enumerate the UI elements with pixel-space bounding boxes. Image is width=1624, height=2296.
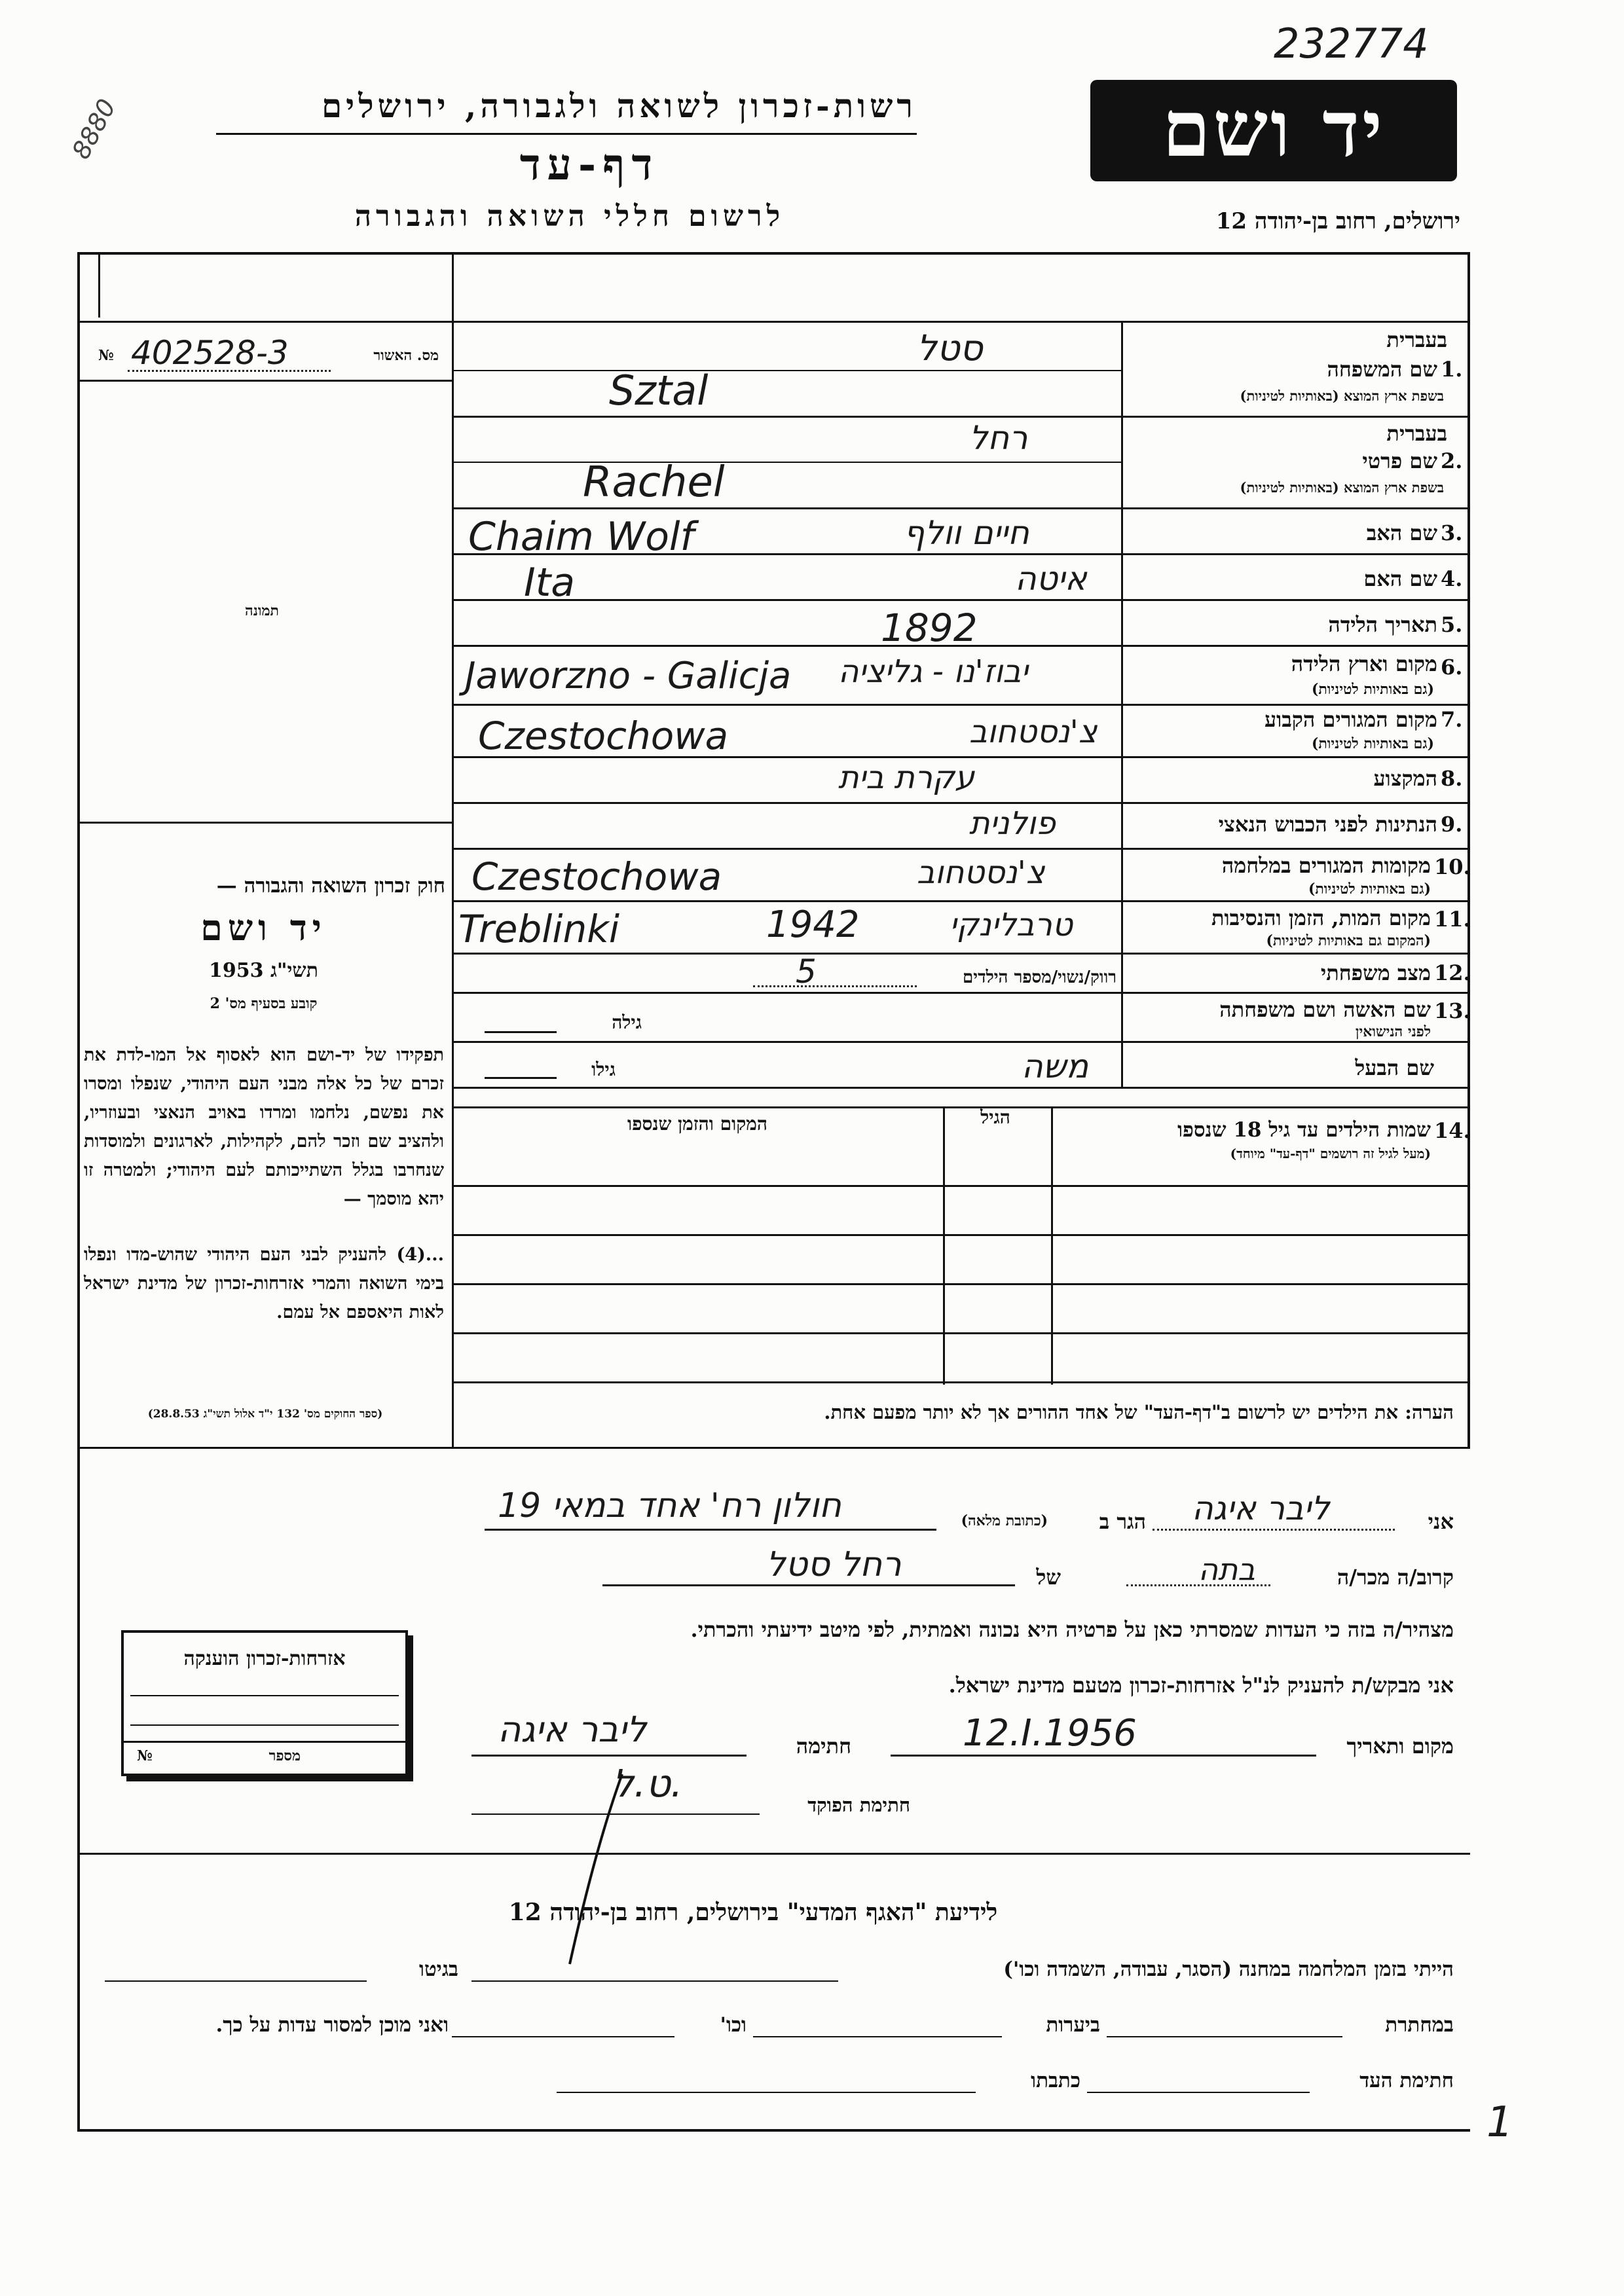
frame-left — [77, 252, 80, 2131]
witness-signature-line — [1087, 2092, 1310, 2093]
bottom-title: לידיעת "האגף המדעי" בירושלים, רחוב בן-יהודה 12 — [508, 1899, 998, 1926]
row-line-11 — [452, 953, 1470, 955]
law-title: חוק זכרון השואה והגבורה — — [216, 874, 445, 898]
field-8-label: המקצוע — [1373, 766, 1437, 791]
law-name: יד ושם — [200, 907, 327, 949]
law-clause: קובע בסעיף מס' 2 — [210, 995, 318, 1012]
of-line — [602, 1584, 1015, 1586]
field-8-number: 8. — [1441, 766, 1463, 791]
field-6-value-hebrew: יבוז'נו - גליציה — [838, 653, 1028, 690]
field-8-value: עקרת בית — [838, 759, 975, 796]
bottom-forests-label: ביערות — [1046, 2013, 1100, 2037]
field-10-label: מקומות המגורים במלחמה — [1221, 853, 1431, 878]
officer-signature-stroke — [550, 1768, 681, 1977]
relation-line — [1126, 1584, 1270, 1586]
photo-label: תמונה — [245, 602, 279, 619]
frame-top — [77, 252, 1470, 255]
children-number: 14. — [1434, 1118, 1471, 1143]
declaration-text: מצהיר/ה בזה כי העדות שמסרתי כאן על פרטיה היא נכונה ואמתית, לפי מיטב ידיעתי והכרתי. — [690, 1617, 1454, 1642]
field-6-label: מקום וארץ הלידה — [1291, 651, 1437, 676]
field-7-sublabel: (גם באותיות לטיניות) — [1311, 735, 1434, 752]
field-11-number: 11. — [1434, 907, 1471, 932]
wife-age-label: גילה — [612, 1011, 642, 1033]
corner-stamp-number: 8880 — [66, 94, 122, 164]
page-mark: 1 — [1486, 2098, 1513, 2147]
children-col-place: המקום והזמן שנספו — [627, 1113, 767, 1135]
law-year: תשי"ג 1953 — [209, 959, 318, 982]
field-9-label: הנתינות לפני הכבוש הנאצי — [1218, 812, 1437, 837]
field-6-value-latin: Jaworzno - Galicja — [465, 655, 792, 697]
row-line-husband — [452, 1087, 1470, 1089]
of-value: רחל סטל — [766, 1545, 902, 1584]
row-line-2 — [452, 507, 1470, 509]
authority-name: רשות-זכרון לשואה ולגבורה, ירושלים — [321, 86, 917, 125]
husband-label: שם הבעל — [1355, 1055, 1434, 1080]
field-1-value-hebrew: סטל — [917, 327, 983, 369]
field-4-value-hebrew: איטה — [1015, 560, 1087, 598]
relation-value: בתה — [1198, 1552, 1255, 1587]
signature-line — [471, 1755, 747, 1757]
field-2-label: שם פרטי — [1362, 448, 1437, 473]
address-hint: (כתובת מלאה) — [961, 1512, 1048, 1529]
field-11-value-hebrew: טרבלינקי — [950, 907, 1073, 943]
field-12-children-count: 5 — [796, 953, 817, 991]
bottom-forests-line — [753, 2036, 1002, 2037]
field-9-number: 9. — [1441, 812, 1463, 837]
bottom-testimony-label: ואני מוכן למסור עדות על כך. — [215, 2013, 449, 2037]
declarant-name-line — [1153, 1529, 1395, 1531]
field-7-value-hebrew: צ'נסטחוב — [969, 714, 1098, 750]
children-col-divider-2 — [943, 1106, 945, 1385]
authority-underline — [216, 133, 917, 135]
date-value: 12.I.1956 — [963, 1712, 1137, 1755]
row-line-6 — [452, 704, 1470, 706]
field-7-label: מקום המגורים הקבוע — [1264, 707, 1437, 732]
address-value: חולון רח' אחד במאי 19 — [498, 1486, 841, 1525]
permit-dotted-line — [128, 370, 331, 372]
archive-reference-number: 232774 — [1274, 20, 1429, 67]
permit-label: מס. האשור — [373, 347, 439, 364]
field-10-value-hebrew: צ'נסטחוב — [917, 854, 1045, 891]
citizenship-box — [121, 1630, 408, 1776]
children-sublabel: (מעל לגיל זה רושמים "דף-עד" מיוחד) — [1230, 1146, 1431, 1161]
children-row-3 — [452, 1283, 1470, 1285]
field-1-hebrew-tag: בעברית — [1386, 327, 1447, 352]
field-12-number: 12. — [1434, 960, 1471, 985]
field-3-value-hebrew: חיים וולף — [904, 514, 1029, 552]
citizenship-number-prefix: № — [137, 1747, 153, 1764]
logo-text: יד ושם — [1162, 83, 1386, 174]
citizenship-number-label: מספר — [268, 1747, 301, 1764]
bottom-camp-line — [471, 1980, 838, 1982]
bottom-underground-label: במחתרת — [1385, 2013, 1454, 2037]
field-2-sublabel: בשפת ארץ המוצא (באותיות לטיניות) — [1240, 479, 1444, 496]
witness-signature-label: חתימת העד — [1359, 2069, 1454, 2092]
field-12-label: מצב משפחתי — [1320, 960, 1431, 985]
place-date-label: מקום ותאריך — [1346, 1734, 1454, 1758]
header-address: ירושלים, רחוב בן-יהודה 12 — [1215, 208, 1460, 234]
signature-value: ליבר איגה — [498, 1709, 647, 1750]
signature-label: חתימה — [796, 1734, 851, 1758]
frame-bottom — [77, 2129, 1470, 2132]
resides-label: הגר ב — [1099, 1509, 1146, 1534]
field-1-label: שם המשפחה — [1327, 357, 1437, 382]
request-text: אני מבקש/ת להעניק לנ"ל אזרחות-זכרון מטעם מדינת ישראל. — [948, 1673, 1454, 1698]
field-5-number: 5. — [1441, 612, 1463, 637]
field-11-value-latin: Treblinki — [458, 907, 619, 951]
date-line — [891, 1755, 1316, 1757]
frame-inner-left — [98, 252, 100, 318]
field-12-children-line — [753, 985, 917, 987]
left-photo-bottom — [77, 822, 452, 824]
field-10-sublabel: (גם באותיות לטיניות) — [1308, 881, 1431, 898]
field-5-value: 1892 — [881, 606, 978, 650]
field-2-value-latin: Rachel — [583, 458, 725, 507]
children-col-divider-1 — [1051, 1106, 1053, 1385]
permit-value: 402528-3 — [131, 334, 289, 372]
officer-signature: ט.ל. — [612, 1761, 683, 1806]
field-6-number: 6. — [1441, 655, 1463, 680]
officer-label: חתימת הפוקד — [807, 1794, 910, 1816]
children-row-4 — [452, 1332, 1470, 1334]
row-line-2a — [452, 462, 1121, 463]
husband-age-label: גילו — [591, 1059, 616, 1080]
field-11-label: מקום המות, הזמן והנסיבות — [1211, 905, 1431, 930]
top-strip-line — [77, 321, 1470, 323]
field-2-value-hebrew: רחל — [969, 419, 1028, 457]
declarant-i-label: אני — [1428, 1509, 1454, 1534]
bottom-section-line — [77, 1853, 1470, 1855]
citizenship-line-3 — [124, 1741, 405, 1743]
witness-address-label: כתבתו — [1031, 2069, 1080, 2092]
husband-value: משה — [1022, 1048, 1089, 1085]
bottom-ghetto-label: בגיטו — [419, 1958, 458, 1981]
row-line-12 — [452, 992, 1470, 994]
row-line-9 — [452, 848, 1470, 850]
field-3-number: 3. — [1441, 520, 1463, 545]
form-title: דף-עד — [519, 139, 659, 190]
field-7-number: 7. — [1441, 707, 1463, 732]
field-10-value-latin: Czestochowa — [471, 854, 722, 899]
row-line-1 — [452, 416, 1470, 418]
field-4-value-latin: Ita — [524, 560, 575, 606]
field-11-value-year: 1942 — [766, 903, 860, 946]
row-line-10 — [452, 900, 1470, 902]
children-col-age: הגיל — [980, 1106, 1010, 1128]
field-1-number: 1. — [1441, 357, 1463, 382]
field-5-label: תאריך הלידה — [1328, 612, 1437, 637]
bottom-etc-label: וכו' — [720, 2013, 747, 2037]
row-line-1a — [452, 370, 1121, 371]
field-13-number: 13. — [1434, 998, 1471, 1023]
declarant-name: ליבר איגה — [1192, 1489, 1330, 1527]
field-2-number: 2. — [1441, 448, 1463, 473]
field-10-number: 10. — [1434, 854, 1471, 879]
form-subtitle: לרשום חללי השואה והגבורה — [354, 200, 785, 233]
field-4-label: שם האם — [1363, 566, 1437, 591]
field-4-number: 4. — [1441, 566, 1463, 591]
law-text: תפקידו של יד-ושם הוא לאסוף אל המו-לדת את זכרם של כל אלה מבני העם היהודי, שנפלו ומסרו את נפשם, נלחמו ומרדו באויב הנאצי ובעוזריו, ולהציב שם וזכר להם, לקהילות, לארגונים ולמוסדות שנחרבו בגלל השתייכותם לעם היהודי; ולמטרה זו יהא מוסמך — — [84, 1045, 444, 1209]
bottom-underground-line — [1107, 2036, 1342, 2037]
law-text-2: ...(4) להעניק לבני העם היהודי שהוש-מדו ונפלו בימי השואה והמרי אזרחות-זכרון של מדינת ישראל לאות היאספם אל עמם. — [84, 1245, 444, 1322]
field-12-status-options: רווק/נשוי/מספר הילדים — [963, 968, 1116, 987]
bottom-ghetto-line — [105, 1980, 367, 1982]
children-row-1 — [452, 1185, 1470, 1187]
field-13-label: שם האשה ושם משפחתה — [1219, 997, 1431, 1022]
citizenship-line-1 — [130, 1695, 399, 1696]
address-line — [485, 1529, 936, 1531]
field-1-sublabel: בשפת ארץ המוצא (באותיות לטיניות) — [1240, 388, 1444, 404]
of-label: של — [1036, 1565, 1061, 1590]
field-2-hebrew-tag: בעברית — [1386, 421, 1447, 446]
row-line-4 — [452, 599, 1470, 601]
field-3-label: שם האב — [1366, 520, 1437, 545]
field-11-sublabel: (המקום גם באותיות לטיניות) — [1266, 932, 1431, 949]
children-row-2 — [452, 1234, 1470, 1236]
yad-vashem-logo — [1090, 80, 1457, 181]
field-7-value-latin: Czestochowa — [478, 714, 729, 758]
permit-suffix: № — [98, 347, 114, 364]
children-note: הערה: את הילדים יש לרשום ב"דף-העד" של אחד ההורים אך לא יותר מפעם אחת. — [824, 1401, 1454, 1423]
wife-age-line — [485, 1031, 557, 1033]
left-photo-top — [77, 380, 452, 382]
citizenship-line-2 — [130, 1724, 399, 1726]
husband-age-line — [485, 1077, 557, 1079]
field-3-value-latin: Chaim Wolf — [468, 514, 694, 560]
bottom-etc-line — [452, 2036, 674, 2037]
field-13-sublabel: לפני הנישואין — [1355, 1023, 1431, 1040]
row-line-8 — [452, 802, 1470, 804]
bottom-camp-label: הייתי בזמן המלחמה במחנה (הסגר, עבודה, השמדה וכו') — [1003, 1958, 1454, 1981]
row-line-13 — [452, 1041, 1470, 1043]
note-bottom-line — [77, 1447, 1470, 1449]
citizenship-title: אזרחות-זכרון הוענקה — [183, 1647, 346, 1670]
field-9-value: פולנית — [969, 805, 1056, 842]
law-source: (ספר החוקים מס' 132 י"ד אלול תשי"ג 28.8.53) — [147, 1408, 383, 1421]
children-label: שמות הילדים עד גיל 18 שנספו — [1177, 1118, 1431, 1142]
witness-address-line — [557, 2092, 976, 2093]
children-row-5 — [452, 1381, 1470, 1383]
field-1-value-latin: Sztal — [609, 367, 709, 414]
relation-label: קרוב/ה מכר/ה — [1337, 1565, 1454, 1590]
field-6-sublabel: (גם באותיות לטיניות) — [1311, 681, 1434, 698]
